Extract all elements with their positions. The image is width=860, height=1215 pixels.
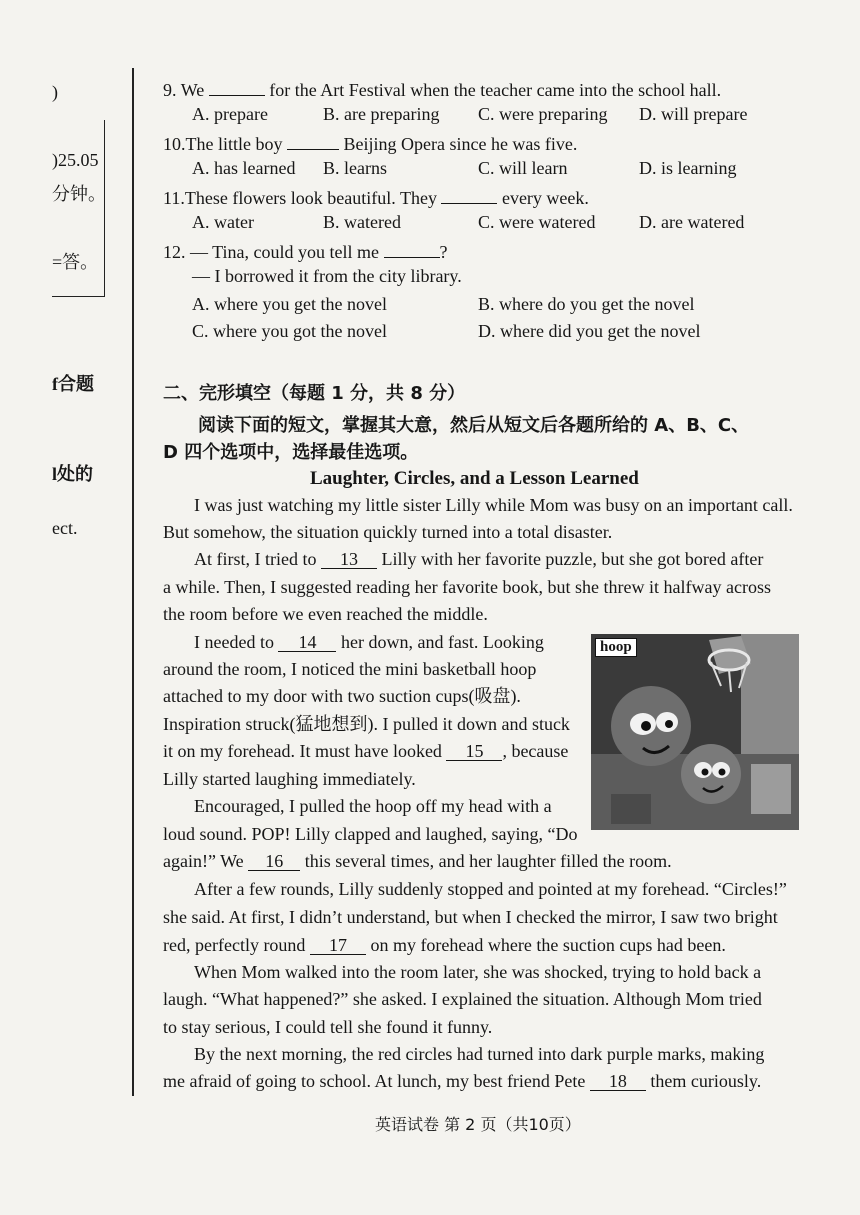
passage-line: Encouraged, I pulled the hoop off my head with a (194, 796, 552, 816)
option[interactable]: B. watered (323, 212, 401, 232)
question-9-stem: 9. We for the Art Festival when the teacher came into the school hall. (163, 80, 722, 100)
passage-line: attached to my door with two suction cups(吸盘). (163, 686, 521, 706)
passage-line: I needed to 14 her down, and fast. Looking (194, 632, 544, 652)
option[interactable]: B. where do you get the novel (478, 294, 695, 314)
passage-line: Inspiration struck(猛地想到). I pulled it down and stuck (163, 714, 570, 734)
margin-fragment: f合题 (52, 374, 94, 394)
passage-line: But somehow, the situation quickly turned into a total disaster. (163, 522, 613, 542)
option[interactable]: A. has learned (192, 158, 296, 178)
passage-line: By the next morning, the red circles had turned into dark purple marks, making (194, 1044, 765, 1064)
cloze-blank-18[interactable]: 18 (590, 1072, 646, 1091)
passage-line: loud sound. POP! Lilly clapped and laughed, saying, “Do (163, 824, 578, 844)
question-12-reply: — I borrowed it from the city library. (192, 266, 462, 286)
option[interactable]: D. is learning (639, 158, 737, 178)
question-12-stem: 12. — Tina, could you tell me ? (163, 242, 448, 262)
passage-line: At first, I tried to 13 Lilly with her favorite puzzle, but she got bored after (194, 549, 764, 569)
question-11-stem: 11.These flowers look beautiful. They every week. (163, 188, 589, 208)
option[interactable]: B. learns (323, 158, 387, 178)
passage-line: laugh. “What happened?” she asked. I explained the situation. Although Mom tried (163, 989, 762, 1009)
passage-line: she said. At first, I didn’t understand, but when I checked the mirror, I saw two bright (163, 907, 778, 927)
section-title: 二、完形填空（每题 1 分，共 8 分） (163, 383, 466, 404)
passage-line: I was just watching my little sister Lilly while Mom was busy on an important call. (194, 495, 793, 515)
margin-line (132, 68, 134, 1096)
answer-blank[interactable] (441, 186, 497, 204)
section-instruction: D 四个选项中，选择最佳选项。 (163, 442, 419, 463)
passage-line: me afraid of going to school. At lunch, my best friend Pete 18 them curiously. (163, 1071, 762, 1091)
option[interactable]: A. prepare (192, 104, 268, 124)
option[interactable]: C. will learn (478, 158, 568, 178)
cloze-blank-16[interactable]: 16 (248, 852, 300, 871)
margin-fragment: )25.05 (52, 150, 99, 170)
margin-fragment: l处的 (52, 464, 94, 484)
passage-line: to stay serious, I could tell she found it funny. (163, 1017, 493, 1037)
cloze-blank-17[interactable]: 17 (310, 936, 366, 955)
hoop-label: hoop (595, 638, 637, 657)
passage-line: red, perfectly round 17 on my forehead where the suction cups had been. (163, 935, 726, 955)
option[interactable]: B. are preparing (323, 104, 440, 124)
passage-line: After a few rounds, Lilly suddenly stopped and pointed at my forehead. “Circles!” (194, 879, 787, 899)
option[interactable]: C. where you got the novel (192, 321, 387, 341)
margin-fragment: =答。 (52, 252, 99, 272)
passage-line: again!” We 16 this several times, and her laughter filled the room. (163, 851, 672, 871)
question-10-stem: 10.The little boy Beijing Opera since he was five. (163, 134, 578, 154)
option[interactable]: C. were preparing (478, 104, 608, 124)
margin-fragment: 分钟。 (52, 184, 106, 204)
option[interactable]: C. were watered (478, 212, 596, 232)
cloze-blank-15[interactable]: 15 (446, 742, 502, 761)
passage-line: Lilly started laughing immediately. (163, 769, 416, 789)
section-instruction: 阅读下面的短文，掌握其大意，然后从短文后各题所给的 A、B、C、 (198, 415, 750, 436)
illustration (591, 634, 799, 830)
answer-blank[interactable] (287, 132, 339, 150)
passage-line: a while. Then, I suggested reading her favorite book, but she threw it halfway across (163, 577, 771, 597)
option[interactable]: A. water (192, 212, 254, 232)
cloze-blank-13[interactable]: 13 (321, 550, 377, 569)
passage-line: the room before we even reached the middle. (163, 604, 488, 624)
page-footer: 英语试卷 第 2 页（共10页） (375, 1115, 581, 1134)
cartoon-illustration (591, 634, 799, 830)
margin-fragment: ) (52, 82, 58, 102)
option[interactable]: D. will prepare (639, 104, 748, 124)
passage-line: around the room, I noticed the mini basketball hoop (163, 659, 537, 679)
option[interactable]: D. where did you get the novel (478, 321, 701, 341)
option[interactable]: A. where you get the novel (192, 294, 387, 314)
answer-blank[interactable] (209, 78, 265, 96)
margin-fragment: ect. (52, 518, 78, 538)
passage-title: Laughter, Circles, and a Lesson Learned (310, 468, 639, 489)
answer-blank[interactable] (384, 240, 440, 258)
cloze-blank-14[interactable]: 14 (278, 633, 336, 652)
passage-line: When Mom walked into the room later, she was shocked, trying to hold back a (194, 962, 762, 982)
option[interactable]: D. are watered (639, 212, 745, 232)
passage-line: it on my forehead. It must have looked 15 , because (163, 741, 569, 761)
